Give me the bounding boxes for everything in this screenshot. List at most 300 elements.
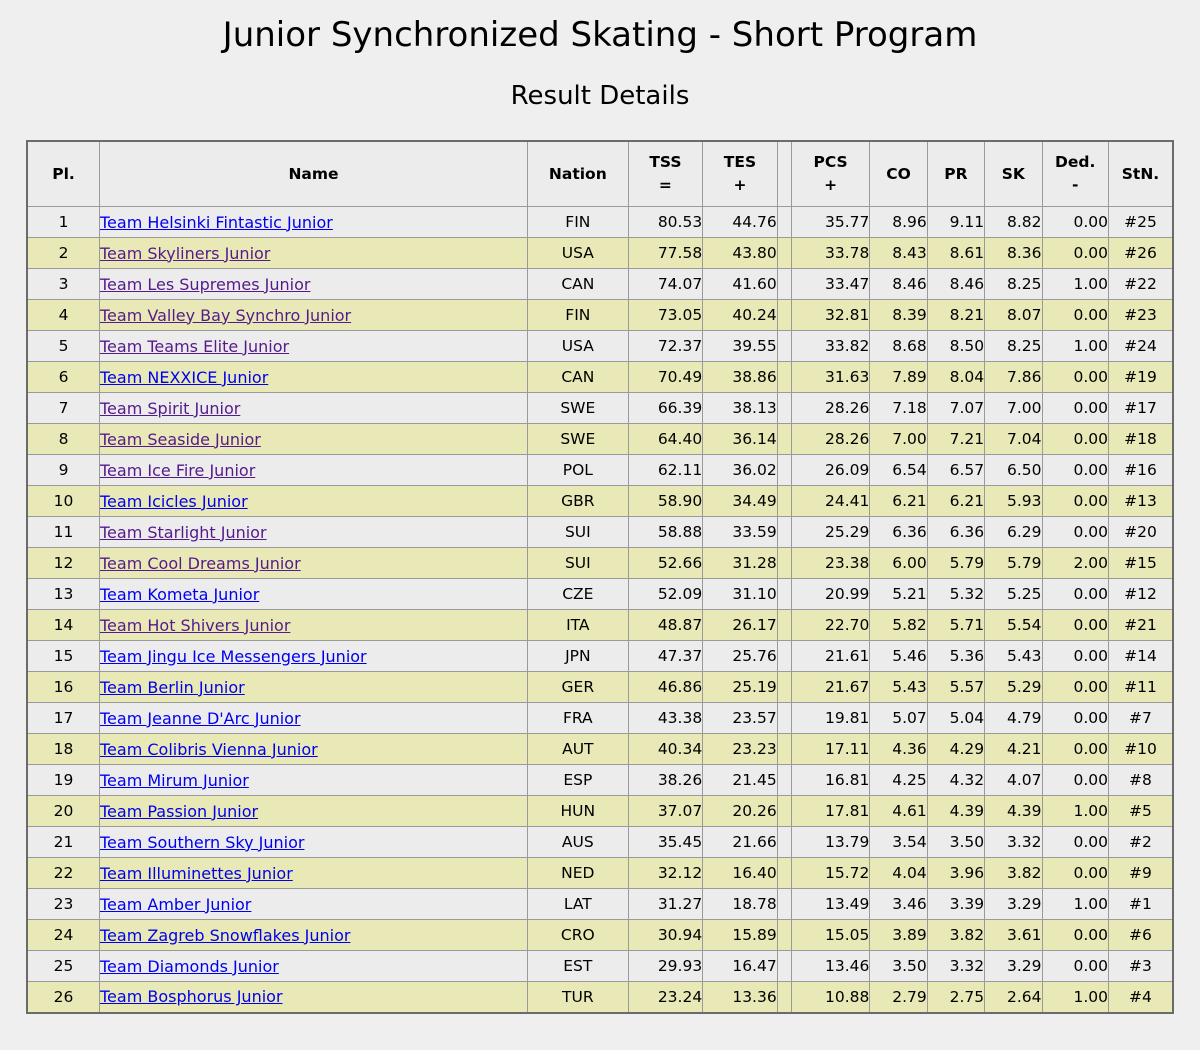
cell-nation: NED bbox=[527, 858, 628, 889]
team-name-link[interactable]: Team Skyliners Junior bbox=[100, 243, 271, 263]
cell-co: 5.43 bbox=[870, 672, 927, 703]
cell-starting-number: #25 bbox=[1108, 207, 1173, 238]
cell-tes: 33.59 bbox=[703, 517, 778, 548]
cell-pcs: 17.11 bbox=[791, 734, 870, 765]
column-header-ded[interactable] bbox=[1042, 141, 1108, 207]
cell-nation: AUT bbox=[527, 734, 628, 765]
cell-pr: 3.32 bbox=[927, 951, 984, 982]
cell-deduction: 0.00 bbox=[1042, 486, 1108, 517]
cell-placement: 26 bbox=[27, 982, 100, 1013]
cell-tes: 31.28 bbox=[703, 548, 778, 579]
cell-team-name bbox=[100, 703, 528, 734]
table-header-row bbox=[27, 141, 1173, 207]
cell-tss: 47.37 bbox=[628, 641, 703, 672]
cell-placement: 21 bbox=[27, 827, 100, 858]
cell-nation: FIN bbox=[527, 300, 628, 331]
cell-team-name bbox=[100, 889, 528, 920]
team-name-link[interactable]: Team Jeanne D'Arc Junior bbox=[100, 708, 301, 728]
cell-tss: 80.53 bbox=[628, 207, 703, 238]
cell-team-name bbox=[100, 424, 528, 455]
cell-team-name bbox=[100, 579, 528, 610]
cell-nation: CAN bbox=[527, 362, 628, 393]
cell-placement: 3 bbox=[27, 269, 100, 300]
team-name-link[interactable]: Team Berlin Junior bbox=[100, 677, 245, 697]
cell-nation: FIN bbox=[527, 207, 628, 238]
cell-placement: 2 bbox=[27, 238, 100, 269]
page-title: Junior Synchronized Skating - Short Program bbox=[222, 15, 978, 55]
cell-tes: 38.86 bbox=[703, 362, 778, 393]
table-row bbox=[27, 579, 1173, 610]
cell-spacer bbox=[777, 858, 791, 889]
cell-placement: 5 bbox=[27, 331, 100, 362]
cell-placement: 17 bbox=[27, 703, 100, 734]
cell-nation: SWE bbox=[527, 393, 628, 424]
cell-tss: 72.37 bbox=[628, 331, 703, 362]
column-header-tss[interactable] bbox=[628, 141, 703, 207]
cell-starting-number: #24 bbox=[1108, 331, 1173, 362]
cell-team-name bbox=[100, 951, 528, 982]
cell-co: 3.46 bbox=[870, 889, 927, 920]
cell-placement: 11 bbox=[27, 517, 100, 548]
table-row bbox=[27, 331, 1173, 362]
column-header-co[interactable] bbox=[870, 141, 927, 207]
cell-placement: 1 bbox=[27, 207, 100, 238]
cell-sk: 4.79 bbox=[985, 703, 1042, 734]
team-name-link[interactable]: Team Cool Dreams Junior bbox=[100, 553, 301, 573]
cell-tes: 21.45 bbox=[703, 765, 778, 796]
cell-tss: 62.11 bbox=[628, 455, 703, 486]
cell-starting-number: #13 bbox=[1108, 486, 1173, 517]
team-name-link[interactable]: Team Mirum Junior bbox=[100, 770, 249, 790]
column-header-tes-symbol: + bbox=[733, 175, 747, 194]
cell-placement: 12 bbox=[27, 548, 100, 579]
cell-team-name bbox=[100, 641, 528, 672]
cell-spacer bbox=[777, 207, 791, 238]
cell-team-name bbox=[100, 300, 528, 331]
cell-co: 5.46 bbox=[870, 641, 927, 672]
column-header-pl-label: Pl. bbox=[52, 164, 75, 183]
column-header-stn[interactable] bbox=[1108, 141, 1173, 207]
cell-tss: 31.27 bbox=[628, 889, 703, 920]
cell-sk: 7.04 bbox=[985, 424, 1042, 455]
cell-sk: 6.50 bbox=[985, 455, 1042, 486]
cell-tss: 73.05 bbox=[628, 300, 703, 331]
cell-starting-number: #16 bbox=[1108, 455, 1173, 486]
cell-pcs: 28.26 bbox=[791, 424, 870, 455]
cell-pcs: 33.78 bbox=[791, 238, 870, 269]
cell-tss: 38.26 bbox=[628, 765, 703, 796]
cell-starting-number: #23 bbox=[1108, 300, 1173, 331]
cell-starting-number: #14 bbox=[1108, 641, 1173, 672]
table-row bbox=[27, 889, 1173, 920]
cell-team-name bbox=[100, 331, 528, 362]
cell-pr: 8.04 bbox=[927, 362, 984, 393]
cell-deduction: 0.00 bbox=[1042, 641, 1108, 672]
cell-deduction: 0.00 bbox=[1042, 858, 1108, 889]
cell-tes: 43.80 bbox=[703, 238, 778, 269]
cell-co: 5.07 bbox=[870, 703, 927, 734]
cell-nation: HUN bbox=[527, 796, 628, 827]
cell-pcs: 24.41 bbox=[791, 486, 870, 517]
cell-deduction: 0.00 bbox=[1042, 300, 1108, 331]
column-header-pcs[interactable] bbox=[791, 141, 870, 207]
cell-pcs: 13.46 bbox=[791, 951, 870, 982]
cell-co: 3.50 bbox=[870, 951, 927, 982]
cell-sk: 4.39 bbox=[985, 796, 1042, 827]
cell-deduction: 0.00 bbox=[1042, 393, 1108, 424]
cell-tes: 25.76 bbox=[703, 641, 778, 672]
cell-tes: 16.47 bbox=[703, 951, 778, 982]
cell-starting-number: #9 bbox=[1108, 858, 1173, 889]
cell-spacer bbox=[777, 796, 791, 827]
column-header-stn-label: StN. bbox=[1121, 164, 1160, 183]
cell-spacer bbox=[777, 734, 791, 765]
cell-sk: 4.07 bbox=[985, 765, 1042, 796]
cell-nation: GBR bbox=[527, 486, 628, 517]
cell-starting-number: #2 bbox=[1108, 827, 1173, 858]
team-name-link[interactable]: Team Kometa Junior bbox=[100, 584, 260, 604]
cell-team-name bbox=[100, 238, 528, 269]
cell-deduction: 1.00 bbox=[1042, 269, 1108, 300]
cell-starting-number: #26 bbox=[1108, 238, 1173, 269]
cell-team-name bbox=[100, 796, 528, 827]
cell-placement: 19 bbox=[27, 765, 100, 796]
cell-deduction: 0.00 bbox=[1042, 703, 1108, 734]
cell-nation: FRA bbox=[527, 703, 628, 734]
cell-nation: CRO bbox=[527, 920, 628, 951]
cell-team-name bbox=[100, 486, 528, 517]
cell-pr: 6.36 bbox=[927, 517, 984, 548]
cell-co: 6.00 bbox=[870, 548, 927, 579]
column-header-pr[interactable] bbox=[927, 141, 984, 207]
table-row bbox=[27, 455, 1173, 486]
cell-placement: 6 bbox=[27, 362, 100, 393]
cell-tss: 66.39 bbox=[628, 393, 703, 424]
cell-tes: 31.10 bbox=[703, 579, 778, 610]
cell-nation: GER bbox=[527, 672, 628, 703]
cell-tss: 58.90 bbox=[628, 486, 703, 517]
cell-sk: 3.82 bbox=[985, 858, 1042, 889]
cell-co: 8.68 bbox=[870, 331, 927, 362]
cell-placement: 14 bbox=[27, 610, 100, 641]
team-name-link[interactable]: Team Illuminettes Junior bbox=[100, 863, 293, 883]
cell-pr: 5.04 bbox=[927, 703, 984, 734]
cell-team-name bbox=[100, 982, 528, 1013]
cell-sk: 4.21 bbox=[985, 734, 1042, 765]
cell-pr: 3.50 bbox=[927, 827, 984, 858]
cell-deduction: 0.00 bbox=[1042, 455, 1108, 486]
cell-deduction: 1.00 bbox=[1042, 331, 1108, 362]
cell-deduction: 0.00 bbox=[1042, 672, 1108, 703]
column-header-tss-symbol: = bbox=[658, 175, 672, 194]
cell-pr: 5.32 bbox=[927, 579, 984, 610]
team-name-link[interactable]: Team Valley Bay Synchro Junior bbox=[100, 305, 352, 325]
cell-spacer bbox=[777, 827, 791, 858]
cell-tss: 77.58 bbox=[628, 238, 703, 269]
table-row bbox=[27, 610, 1173, 641]
cell-deduction: 0.00 bbox=[1042, 765, 1108, 796]
cell-starting-number: #20 bbox=[1108, 517, 1173, 548]
cell-spacer bbox=[777, 920, 791, 951]
cell-team-name bbox=[100, 362, 528, 393]
cell-placement: 10 bbox=[27, 486, 100, 517]
column-header-tes[interactable] bbox=[703, 141, 778, 207]
cell-pcs: 15.72 bbox=[791, 858, 870, 889]
team-name-link[interactable]: Team Spirit Junior bbox=[100, 398, 241, 418]
cell-tss: 52.66 bbox=[628, 548, 703, 579]
cell-placement: 22 bbox=[27, 858, 100, 889]
cell-sk: 5.93 bbox=[985, 486, 1042, 517]
cell-spacer bbox=[777, 982, 791, 1013]
team-name-link[interactable]: Team NEXXICE Junior bbox=[100, 367, 269, 387]
table-row bbox=[27, 238, 1173, 269]
cell-co: 6.36 bbox=[870, 517, 927, 548]
cell-nation: AUS bbox=[527, 827, 628, 858]
cell-pr: 3.82 bbox=[927, 920, 984, 951]
cell-spacer bbox=[777, 362, 791, 393]
cell-placement: 7 bbox=[27, 393, 100, 424]
cell-tes: 23.57 bbox=[703, 703, 778, 734]
results-table bbox=[26, 140, 1174, 1014]
cell-co: 4.36 bbox=[870, 734, 927, 765]
team-name-link[interactable]: Team Colibris Vienna Junior bbox=[100, 739, 318, 759]
team-name-link[interactable]: Team Southern Sky Junior bbox=[100, 832, 305, 852]
cell-deduction: 0.00 bbox=[1042, 238, 1108, 269]
cell-placement: 20 bbox=[27, 796, 100, 827]
cell-team-name bbox=[100, 610, 528, 641]
cell-placement: 25 bbox=[27, 951, 100, 982]
cell-co: 3.89 bbox=[870, 920, 927, 951]
table-row bbox=[27, 207, 1173, 238]
table-head bbox=[27, 141, 1173, 207]
cell-placement: 24 bbox=[27, 920, 100, 951]
table-row bbox=[27, 424, 1173, 455]
cell-pr: 5.57 bbox=[927, 672, 984, 703]
table-row bbox=[27, 517, 1173, 548]
cell-sk: 5.25 bbox=[985, 579, 1042, 610]
column-header-nation-label: Nation bbox=[548, 164, 607, 183]
cell-tes: 16.40 bbox=[703, 858, 778, 889]
cell-sk: 3.61 bbox=[985, 920, 1042, 951]
cell-tss: 70.49 bbox=[628, 362, 703, 393]
cell-pcs: 13.79 bbox=[791, 827, 870, 858]
cell-co: 8.43 bbox=[870, 238, 927, 269]
cell-spacer bbox=[777, 393, 791, 424]
cell-pr: 7.21 bbox=[927, 424, 984, 455]
cell-team-name bbox=[100, 765, 528, 796]
cell-nation: SUI bbox=[527, 548, 628, 579]
table-row bbox=[27, 393, 1173, 424]
cell-pr: 4.29 bbox=[927, 734, 984, 765]
table-row bbox=[27, 641, 1173, 672]
cell-tes: 38.13 bbox=[703, 393, 778, 424]
cell-tes: 39.55 bbox=[703, 331, 778, 362]
cell-nation: LAT bbox=[527, 889, 628, 920]
cell-tss: 48.87 bbox=[628, 610, 703, 641]
cell-co: 6.21 bbox=[870, 486, 927, 517]
cell-spacer bbox=[777, 238, 791, 269]
cell-tss: 43.38 bbox=[628, 703, 703, 734]
cell-co: 5.82 bbox=[870, 610, 927, 641]
table-body bbox=[27, 207, 1173, 1013]
cell-sk: 7.00 bbox=[985, 393, 1042, 424]
cell-sk: 5.29 bbox=[985, 672, 1042, 703]
cell-pr: 3.39 bbox=[927, 889, 984, 920]
table-row bbox=[27, 765, 1173, 796]
column-header-sk[interactable] bbox=[985, 141, 1042, 207]
cell-tes: 41.60 bbox=[703, 269, 778, 300]
cell-pr: 5.71 bbox=[927, 610, 984, 641]
team-name-link[interactable]: Team Ice Fire Junior bbox=[100, 460, 256, 480]
cell-deduction: 0.00 bbox=[1042, 579, 1108, 610]
cell-sk: 8.36 bbox=[985, 238, 1042, 269]
team-name-link[interactable]: Team Amber Junior bbox=[100, 894, 252, 914]
cell-starting-number: #11 bbox=[1108, 672, 1173, 703]
cell-deduction: 1.00 bbox=[1042, 889, 1108, 920]
table-row bbox=[27, 362, 1173, 393]
cell-placement: 16 bbox=[27, 672, 100, 703]
column-header-nation[interactable] bbox=[527, 141, 628, 207]
cell-spacer bbox=[777, 424, 791, 455]
cell-deduction: 0.00 bbox=[1042, 207, 1108, 238]
cell-sk: 6.29 bbox=[985, 517, 1042, 548]
cell-pcs: 16.81 bbox=[791, 765, 870, 796]
column-header-name[interactable] bbox=[100, 141, 528, 207]
cell-spacer bbox=[777, 765, 791, 796]
cell-team-name bbox=[100, 920, 528, 951]
cell-starting-number: #17 bbox=[1108, 393, 1173, 424]
cell-pr: 8.21 bbox=[927, 300, 984, 331]
cell-sk: 8.25 bbox=[985, 269, 1042, 300]
team-name-link[interactable]: Team Hot Shivers Junior bbox=[100, 615, 291, 635]
team-name-link[interactable]: Team Jingu Ice Messengers Junior bbox=[100, 646, 367, 666]
cell-co: 4.04 bbox=[870, 858, 927, 889]
cell-nation: CAN bbox=[527, 269, 628, 300]
cell-pr: 5.36 bbox=[927, 641, 984, 672]
cell-spacer bbox=[777, 269, 791, 300]
cell-starting-number: #4 bbox=[1108, 982, 1173, 1013]
cell-nation: SWE bbox=[527, 424, 628, 455]
cell-tss: 37.07 bbox=[628, 796, 703, 827]
cell-nation: ITA bbox=[527, 610, 628, 641]
cell-spacer bbox=[777, 610, 791, 641]
table-row bbox=[27, 920, 1173, 951]
cell-nation: USA bbox=[527, 238, 628, 269]
cell-pcs: 26.09 bbox=[791, 455, 870, 486]
cell-sk: 5.43 bbox=[985, 641, 1042, 672]
cell-starting-number: #18 bbox=[1108, 424, 1173, 455]
cell-spacer bbox=[777, 486, 791, 517]
column-header-co-label: CO bbox=[886, 164, 911, 183]
cell-tss: 40.34 bbox=[628, 734, 703, 765]
team-name-link[interactable]: Team Zagreb Snowflakes Junior bbox=[100, 925, 351, 945]
cell-tes: 40.24 bbox=[703, 300, 778, 331]
table-row bbox=[27, 703, 1173, 734]
cell-starting-number: #19 bbox=[1108, 362, 1173, 393]
column-header-ded-label: Ded. bbox=[1055, 153, 1096, 172]
cell-tss: 46.86 bbox=[628, 672, 703, 703]
cell-starting-number: #7 bbox=[1108, 703, 1173, 734]
cell-deduction: 0.00 bbox=[1042, 362, 1108, 393]
cell-pcs: 10.88 bbox=[791, 982, 870, 1013]
cell-pr: 6.57 bbox=[927, 455, 984, 486]
team-name-link[interactable]: Team Les Supremes Junior bbox=[100, 274, 311, 294]
cell-tes: 18.78 bbox=[703, 889, 778, 920]
cell-co: 3.54 bbox=[870, 827, 927, 858]
cell-placement: 15 bbox=[27, 641, 100, 672]
cell-placement: 13 bbox=[27, 579, 100, 610]
cell-tes: 34.49 bbox=[703, 486, 778, 517]
cell-pr: 4.32 bbox=[927, 765, 984, 796]
cell-starting-number: #6 bbox=[1108, 920, 1173, 951]
cell-pcs: 23.38 bbox=[791, 548, 870, 579]
column-header-pr-label: PR bbox=[944, 164, 968, 183]
team-name-link[interactable]: Team Seaside Junior bbox=[100, 429, 261, 449]
cell-pr: 8.46 bbox=[927, 269, 984, 300]
title-block bbox=[0, 0, 1200, 111]
cell-spacer bbox=[777, 703, 791, 734]
table-row bbox=[27, 796, 1173, 827]
table-row bbox=[27, 951, 1173, 982]
cell-sk: 8.07 bbox=[985, 300, 1042, 331]
cell-deduction: 0.00 bbox=[1042, 610, 1108, 641]
column-header-pl[interactable] bbox=[27, 141, 100, 207]
team-name-link[interactable]: Team Bosphorus Junior bbox=[100, 987, 283, 1007]
cell-co: 2.79 bbox=[870, 982, 927, 1013]
page-subtitle: Result Details bbox=[510, 80, 690, 111]
cell-tss: 32.12 bbox=[628, 858, 703, 889]
cell-deduction: 2.00 bbox=[1042, 548, 1108, 579]
cell-placement: 18 bbox=[27, 734, 100, 765]
cell-starting-number: #3 bbox=[1108, 951, 1173, 982]
cell-pcs: 25.29 bbox=[791, 517, 870, 548]
cell-tss: 58.88 bbox=[628, 517, 703, 548]
cell-starting-number: #8 bbox=[1108, 765, 1173, 796]
cell-nation: CZE bbox=[527, 579, 628, 610]
column-header-tes-label: TES bbox=[723, 153, 757, 172]
cell-pcs: 32.81 bbox=[791, 300, 870, 331]
cell-starting-number: #12 bbox=[1108, 579, 1173, 610]
cell-spacer bbox=[777, 331, 791, 362]
team-name-link[interactable]: Team Passion Junior bbox=[100, 801, 259, 821]
cell-spacer bbox=[777, 951, 791, 982]
cell-tes: 25.19 bbox=[703, 672, 778, 703]
cell-nation: JPN bbox=[527, 641, 628, 672]
cell-pcs: 13.49 bbox=[791, 889, 870, 920]
cell-sk: 5.79 bbox=[985, 548, 1042, 579]
cell-pcs: 35.77 bbox=[791, 207, 870, 238]
cell-co: 8.39 bbox=[870, 300, 927, 331]
table-row bbox=[27, 982, 1173, 1013]
table-row bbox=[27, 269, 1173, 300]
table-row bbox=[27, 858, 1173, 889]
cell-starting-number: #15 bbox=[1108, 548, 1173, 579]
cell-tes: 21.66 bbox=[703, 827, 778, 858]
cell-pcs: 15.05 bbox=[791, 920, 870, 951]
team-name-link[interactable]: Team Teams Elite Junior bbox=[100, 336, 290, 356]
cell-pcs: 22.70 bbox=[791, 610, 870, 641]
cell-tss: 64.40 bbox=[628, 424, 703, 455]
column-header-spacer bbox=[777, 141, 791, 207]
team-name-link[interactable]: Team Diamonds Junior bbox=[100, 956, 279, 976]
team-name-link[interactable]: Team Helsinki Fintastic Junior bbox=[100, 212, 333, 232]
team-name-link[interactable]: Team Icicles Junior bbox=[100, 491, 248, 511]
column-header-sk-label: SK bbox=[1001, 164, 1025, 183]
column-header-name-label: Name bbox=[288, 164, 339, 183]
cell-sk: 3.29 bbox=[985, 951, 1042, 982]
cell-spacer bbox=[777, 517, 791, 548]
team-name-link[interactable]: Team Starlight Junior bbox=[100, 522, 267, 542]
